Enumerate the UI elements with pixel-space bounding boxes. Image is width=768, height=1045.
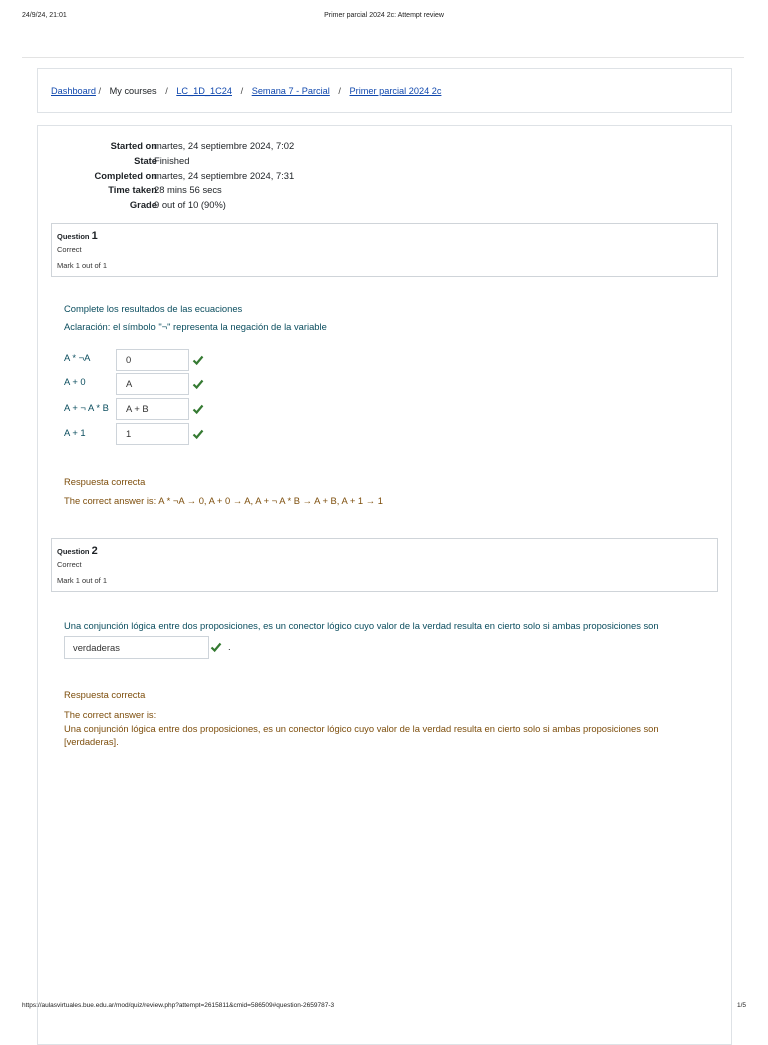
equation-answer-field[interactable]: 1 <box>116 423 189 445</box>
summary-label: Completed on <box>94 169 157 181</box>
print-header <box>22 12 746 24</box>
footer-url: https://aulasvirtuales.bue.edu.ar/mod/quiz/review.php?attempt=2615811&cmid=586509#question-2659787-3 <box>22 1002 335 1009</box>
question-2-correct-answer-line1: Una conjunción lógica entre dos proposiciones, es un conector lógico cuyo valor de la verdad resulta en cierto solo si ambas proposiciones son <box>64 723 659 734</box>
summary-value: martes, 24 septiembre 2024, 7:31 <box>154 169 295 181</box>
question-1-text: Complete los resultados de las ecuaciones <box>64 303 243 314</box>
print-datetime: 24/9/24, 21:01 <box>22 12 67 19</box>
summary-row <box>52 140 452 155</box>
question-number-value: 2 <box>91 545 98 557</box>
question-number-value: 1 <box>91 230 98 242</box>
equation-answer-field[interactable]: A + B <box>116 398 189 420</box>
equation-label: A + 1 <box>64 427 86 438</box>
question-mark: Mark 1 out of 1 <box>57 261 108 270</box>
summary-value: martes, 24 septiembre 2024, 7:02 <box>154 140 295 151</box>
header-divider <box>22 57 744 58</box>
question-2-feedback-title: Respuesta correcta <box>64 689 146 700</box>
breadcrumb-dashboard-link[interactable]: Dashboard <box>51 86 96 96</box>
summary-row <box>52 170 452 185</box>
print-footer <box>22 1002 746 1009</box>
check-icon <box>192 403 204 415</box>
question-2-answer-field[interactable]: verdaderas <box>64 636 209 659</box>
equation-label: A + 0 <box>64 376 86 387</box>
question-2-period: . <box>228 641 231 652</box>
breadcrumb-quiz-link[interactable]: Primer parcial 2024 2c <box>349 86 442 96</box>
question-1-correct-answer: The correct answer is: A * ¬A → 0, A + 0 → A, A + ¬ A * B → A + B, A + 1 → 1 <box>64 495 383 506</box>
summary-row <box>52 199 452 214</box>
check-icon <box>192 354 204 366</box>
equation-label: A * ¬A <box>64 352 91 363</box>
question-1-feedback-title: Respuesta correcta <box>64 476 146 487</box>
question-2-correct-answer-line2: [verdaderas]. <box>64 736 119 747</box>
attempt-summary <box>52 140 452 214</box>
equation-answer-field[interactable]: A <box>116 373 189 395</box>
check-icon <box>192 378 204 390</box>
question-mark: Mark 1 out of 1 <box>57 576 108 585</box>
summary-label: Started on <box>110 140 157 151</box>
breadcrumb-separator: / <box>338 86 341 96</box>
summary-value: 9 out of 10 (90%) <box>154 199 226 211</box>
question-2-info <box>51 538 718 592</box>
summary-label: Time taken <box>108 184 157 196</box>
equation-label: A + ¬ A * B <box>64 402 109 413</box>
print-title: Primer parcial 2024 2c: Attempt review <box>324 12 444 19</box>
question-state: Correct <box>57 560 82 569</box>
breadcrumb-separator: / <box>98 86 102 96</box>
equation-answer-field[interactable]: 0 <box>116 349 189 371</box>
check-icon <box>192 428 204 440</box>
footer-page-number: 1/5 <box>736 1002 746 1009</box>
summary-value: Finished <box>154 154 190 166</box>
summary-label: State <box>134 154 157 166</box>
breadcrumb-my-courses: My courses <box>109 86 157 96</box>
question-state: Correct <box>57 245 82 254</box>
summary-label: Grade <box>129 199 157 211</box>
question-number <box>57 230 98 242</box>
summary-value: 28 mins 56 secs <box>154 184 222 196</box>
breadcrumb <box>51 86 441 96</box>
breadcrumb-container <box>37 68 732 113</box>
breadcrumb-section-link[interactable]: Semana 7 - Parcial <box>251 86 330 96</box>
summary-row <box>52 184 452 199</box>
question-1-info <box>51 223 718 277</box>
question-number <box>57 545 98 557</box>
question-1-clarification: Aclaración: el símbolo "¬" representa la negación de la variable <box>64 321 327 332</box>
question-word: Question <box>57 232 90 241</box>
breadcrumb-separator: / <box>165 86 168 96</box>
question-2-correct-answer-intro: The correct answer is: <box>64 709 157 720</box>
breadcrumb-separator: / <box>240 86 244 96</box>
check-icon <box>210 641 222 653</box>
question-2-text: Una conjunción lógica entre dos proposiciones, es un conector lógico cuyo valor de la verdad resulta en cierto solo si ambas proposiciones son <box>64 620 659 631</box>
breadcrumb-course-link[interactable]: LC_1D_1C24 <box>176 86 232 96</box>
question-word: Question <box>57 547 90 556</box>
summary-row <box>52 155 452 170</box>
